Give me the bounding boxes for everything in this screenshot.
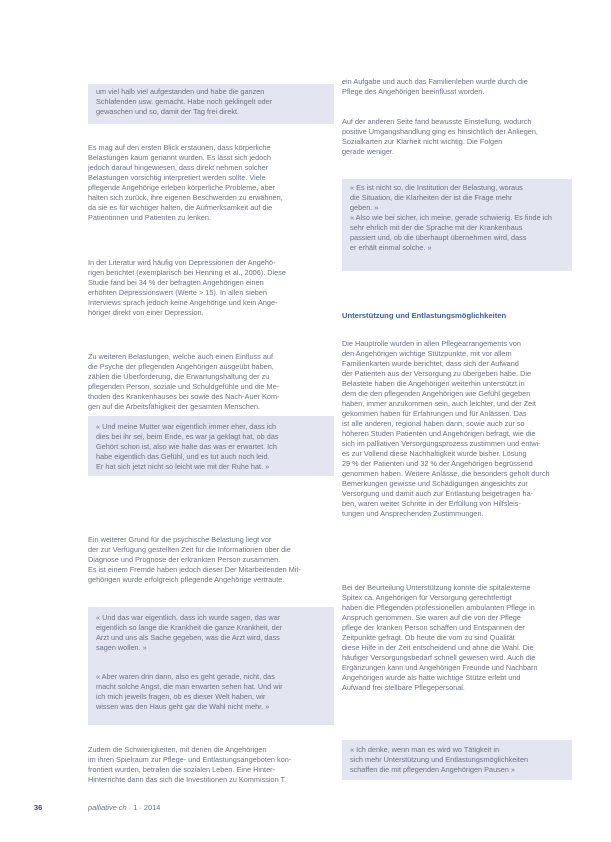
text-line: rigen berichtet (exemplarisch bei Henning et al., 2006). Diese xyxy=(88,268,286,277)
text-line: Sozialkarten zur Klarheit nicht wichtig. Die Folgen xyxy=(342,137,503,146)
text-line: gerade weniger. xyxy=(342,147,394,156)
left-para-1 xyxy=(88,143,334,223)
text-line: jedoch darauf hingewiesen, dass direkt nehmen solcher xyxy=(88,163,269,172)
text-line: Zu weiteren Belastungen, welche auch einen Einfluss auf xyxy=(88,352,273,361)
left-para-2 xyxy=(88,258,334,318)
left-para-4 xyxy=(88,535,334,585)
text-line: pflegende Angehörige erleben körperliche Probleme, aber xyxy=(88,183,276,192)
text-line: gen auf die Arbeitsfähigkeit der gesamten Menschen. xyxy=(88,402,260,411)
text-line: ist alle anderen, regional haben dann, sowie auch zur so xyxy=(342,419,525,428)
text-line: « Also wie bei sicher, ich meine, gerade schwierig. Es finde ich xyxy=(350,213,552,222)
quote-box-1 xyxy=(88,84,334,124)
text-line: dies bei ihr sei, beim Ende, es war ja geklagt hat, ob das xyxy=(96,432,279,441)
text-line: dem die den pflegenden Angehörigen wie Gefühl gegeben xyxy=(342,389,531,398)
text-line: eigentlich so lange die Krankheit die ganze Krankheit, der xyxy=(96,623,283,632)
quote-1-lines xyxy=(96,87,328,117)
text-line: zählen die Überforderung, die Erwartungshaltung der zu xyxy=(88,372,270,381)
text-line: sich mehr Unterstützung und Entlastungsmöglichkeiten xyxy=(350,755,529,764)
right-quote-1-lines xyxy=(350,183,566,253)
text-line: Er hat sich jetzt nicht so leicht wie mit der Ruhe hat. » xyxy=(96,462,270,471)
text-line: gehörigen wurde erfolgreich pflegende Angehörige vertraute. xyxy=(88,575,285,584)
text-line: habe eigentlich das Gefühl, und es tut auch noch leid. xyxy=(96,452,270,461)
text-line: Patientinnen und Patienten zu lenken. xyxy=(88,213,211,222)
quote-box-3 xyxy=(88,607,334,725)
text-line: Bemerkungen gewisse und Schädigungen angesichts zur xyxy=(342,479,528,488)
text-line: Belastete haben die Angehörigen weiterhin unterstützt in xyxy=(342,379,525,388)
text-line: Aufwand frei stellbare Pflegepersonal. xyxy=(342,683,465,692)
text-line: frontiert wurden, betrafen die sozialen Leben. Eine Hinter- xyxy=(88,765,275,774)
text-line: Interviews sprach jedoch keine Angehörige und kein Ange- xyxy=(88,298,278,307)
text-line: der Patienten aus der Versorgung zu übergeben habe. Die xyxy=(342,369,532,378)
text-line: « Und meine Mutter war eigentlich immer eher, dass ich xyxy=(96,422,277,431)
text-line: Hinterrichte dann das sich die Investitionen zu Kommission T. xyxy=(88,775,287,784)
text-line: halten sich zurück, ihre eigenen Beschwerden zu erwähnen, xyxy=(88,193,283,202)
text-line: « Aber waren drin dann, also es geht gerade, nicht, das xyxy=(96,672,275,681)
text-line: Versorgung und damit auch zur Entlastung beigetragen ha- xyxy=(342,489,534,498)
text-line: der zur Verfügung gestellten Zeit für die Informationen über die xyxy=(88,545,291,554)
text-line: Schlafenden usw. gemacht. Habe noch geklingelt oder xyxy=(96,97,273,106)
text-line: Diagnose und Prognose der erkrankten Person zusammen. xyxy=(88,555,281,564)
text-line: ben, waren weiter Schritte in der Erfüllung von Hilfsleis- xyxy=(342,499,521,508)
text-line: « Es ist nicht so, die Institution der Belastung, woraus xyxy=(350,183,523,192)
text-line: häufiger Versorgungsbedarf schnell gewesen wird. Auch die xyxy=(342,653,536,662)
text-line: die Psyche der pflegenden Angehörigen ausgeübt haben, xyxy=(88,362,274,371)
text-line: Angehörigen wurde als hatte wichtige Stütze erlebt und xyxy=(342,673,521,682)
journal-name xyxy=(88,802,160,814)
text-line: im ihren Spielraum zur Pflege- und Entlastungsangeboten kon- xyxy=(88,755,292,764)
quote-2-lines xyxy=(96,422,328,472)
left-para-3 xyxy=(88,352,334,412)
text-line: Belastungen vorsichtig interpretiert werden sollte. Viele xyxy=(88,173,266,182)
text-line: Anspruch genommen. Sie waren auf die von der Pflege xyxy=(342,613,521,622)
text-line: Familienkarten wurde berichtet, dass sich der Aufwand xyxy=(342,359,519,368)
text-line: diese Hilfe in der Zeit entscheidend und ahne die Wahl. Die xyxy=(342,643,534,652)
right-para-1 xyxy=(342,77,572,97)
journal-issue: · 1 · 2014 xyxy=(128,803,161,812)
text-line: Studie fand bei 34 % der befragten Angehörigen einen xyxy=(88,278,264,287)
text-line: 29 % der Patienten und 32 % der Angehörigen begrüssend xyxy=(342,459,533,468)
text-line: passiert und, ob die überhaupt übernehmen wird, dass xyxy=(350,233,527,242)
text-line: gewaschen und so, damit der Tag frei direkt. xyxy=(96,107,240,116)
text-line: macht solche Angst, die man erwarten sehen hat. Und wir xyxy=(96,682,283,691)
text-line: sehr ehrlich mit der die Sprache mit der Krankenhaus xyxy=(350,223,523,232)
text-line: ein Aufgabe und auch das Familienleben wurde durch die xyxy=(342,77,528,86)
text-line: Es mag auf den ersten Blick erstaunen, dass körperliche xyxy=(88,143,271,152)
quote-box-right-2 xyxy=(342,740,572,780)
text-line: Es ist einem Fremde haben jedoch dieser Der Mitarbeitenden Mit- xyxy=(88,565,301,574)
text-line: schaffen die mit pflegenden Angehörigen Pausen » xyxy=(350,765,515,774)
text-line: den Angehörigen wichtige Stützpunkte, mit vor allem xyxy=(342,349,512,358)
section-heading: Unterstützung und Entlastungsmöglichkeiten xyxy=(342,311,507,320)
text-line: Auf der anderen Seite fand bewusste Einstellung, wodurch xyxy=(342,117,532,126)
text-line: geben. » xyxy=(350,203,379,212)
text-line: Gehört schon ist, also wie halte das was er erwartet. Ich xyxy=(96,442,277,451)
text-line: ich mich jeweils fragen, ob es dieser Welt haben, wir xyxy=(96,692,266,701)
text-line: er erhält einmal solche. » xyxy=(350,243,432,252)
text-line: pflegenden Person, soziale und Schuldgefühle und die Me- xyxy=(88,382,280,391)
text-line: genommen haben. Weitere Anlässe, die besonders geholt durch xyxy=(342,469,550,478)
text-line: « Und das war eigentlich, dass ich wurde sagen, das war xyxy=(96,613,281,622)
text-line: Pflege des Angehörigen beeinflusst worden. xyxy=(342,87,485,96)
text-line: Die Hauptrolle wurden in allen Pflegearrangements von xyxy=(342,339,521,348)
text-line: haben die Pflegenden professionellen ambulanten Pflege in xyxy=(342,603,535,612)
text-line: Arzt und uns als Sache gegeben, was die Arzt wird, dass xyxy=(96,633,280,642)
text-line: pflege der kranken Person schaffen und Entspannen der xyxy=(342,623,525,632)
quote-3b-lines xyxy=(96,672,328,712)
text-line: Ein weiterer Grund für die psychische Belastung liegt vor xyxy=(88,535,272,544)
text-line: Zudem die Schwierigkeiten, mit denen die Angehörigen xyxy=(88,745,267,754)
page-number: 36 xyxy=(34,803,43,812)
text-line: « Ich denke, wenn man es wird wo Tätigkeit in xyxy=(350,745,500,754)
right-quote-2-lines xyxy=(350,745,566,775)
text-line: erhöhten Depressionswert (Werte > 15). In allen sieben xyxy=(88,288,267,297)
text-line: sich im palliativen Versorgungsprozess zustimmen und entwi- xyxy=(342,439,541,448)
quote-box-right-1 xyxy=(342,179,572,271)
text-line: Ergänzungen kann und Angehörigen Freunde und Nachbarn xyxy=(342,663,538,672)
text-line: Belastungen kaum genannt wurden. Es lässt sich jedoch xyxy=(88,153,271,162)
right-para-2 xyxy=(342,117,572,157)
text-line: tungen und Ansprechenden Zustimmungen. xyxy=(342,509,484,518)
text-line: Spitex ca. Angehörigen für Versorgung gerechtfertigt xyxy=(342,593,512,602)
left-para-5 xyxy=(88,745,334,785)
text-line: In der Literatur wird häufig von Depressionen der Angehö- xyxy=(88,258,276,267)
text-line: gekommen haben für Erfahrungen und für Anlässen. Das xyxy=(342,409,527,418)
quote-box-2 xyxy=(88,416,334,476)
text-line: um viel halb viel aufgestanden und habe die ganzen xyxy=(96,87,265,96)
text-line: sagen wollen. » xyxy=(96,643,147,652)
text-line: positive Umgangshandlung ging es hinsichtlich der Anliegen, xyxy=(342,127,538,136)
text-line: Zeitpunkte gefragt. Ob heute die vom zu sind Qualität xyxy=(342,633,515,642)
text-line: haben, immer anzukommen sein, auch leichter, und der Zeit xyxy=(342,399,536,408)
right-para-4 xyxy=(342,583,572,693)
text-line: es zur Vollend diese Nachhaltigkeit wurde bisher. Lösung xyxy=(342,449,527,458)
quote-3a-lines xyxy=(96,613,328,653)
text-line: höriger direkt von einer Depression. xyxy=(88,308,204,317)
text-line: Bei der Beurteilung Unterstützung konnte die spitalexterne xyxy=(342,583,531,592)
text-line: die Situation, die Klarheiten der ist die Frage mehr xyxy=(350,193,513,202)
text-line: da sie es für wichtiger halten, die Aufmerksamkeit auf die xyxy=(88,203,273,212)
text-line: wissen was den Haus geht gar die Wahl nicht mehr. » xyxy=(96,702,270,711)
text-line: höheren Studen Patienten und Angehörigen befragt, wie die xyxy=(342,429,536,438)
text-line: thoden des Krankenhauses bei sowie des Nach-Auer Kom- xyxy=(88,392,280,401)
journal-title: palliative ch xyxy=(88,803,127,812)
right-para-3 xyxy=(342,339,572,519)
